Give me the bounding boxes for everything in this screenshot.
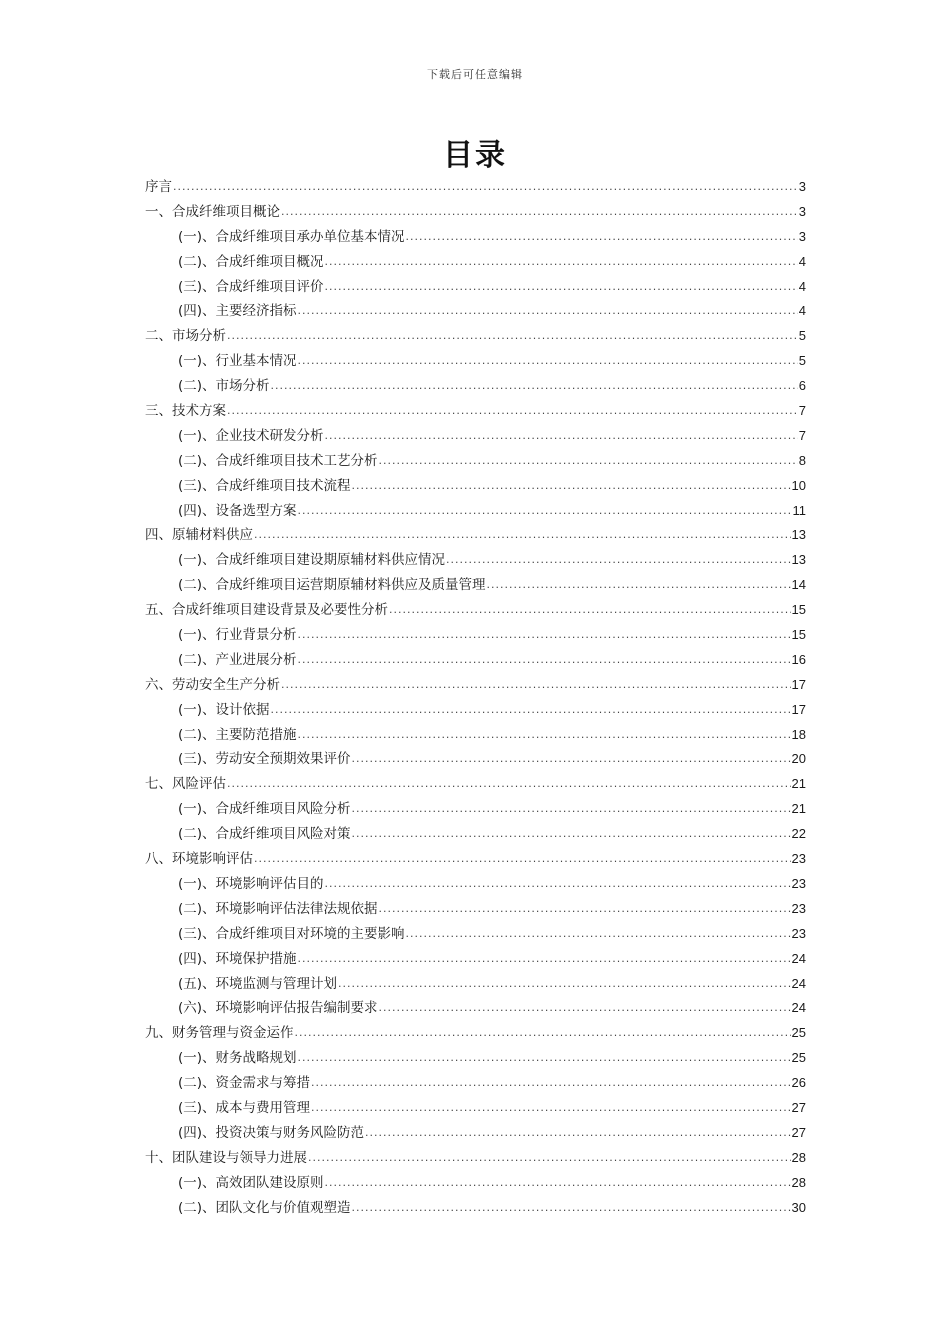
toc-dot-leader xyxy=(254,847,791,872)
toc-dot-leader xyxy=(487,573,791,598)
toc-entry-page-number: 20 xyxy=(791,751,806,767)
toc-entry-label: (四)、投资决策与财务风险防范 xyxy=(178,1124,365,1141)
toc-dot-leader xyxy=(281,200,798,225)
toc-entry-page-number: 4 xyxy=(798,303,806,319)
toc-entry-label: (二)、合成纤维项目风险对策 xyxy=(178,826,351,843)
toc-entry-label: (四)、设备选型方案 xyxy=(178,502,297,519)
toc-entry-label: 一、合成纤维项目概论 xyxy=(145,203,280,220)
toc-section-entry[interactable] xyxy=(145,897,806,922)
toc-entry-page-number: 17 xyxy=(791,676,806,692)
toc-entry-page-number: 10 xyxy=(791,477,806,493)
toc-dot-leader xyxy=(365,1121,790,1146)
toc-dot-leader xyxy=(308,1146,791,1171)
toc-dot-leader xyxy=(227,399,798,424)
toc-entry-page-number: 18 xyxy=(791,726,806,742)
toc-dot-leader xyxy=(254,523,791,548)
toc-entry-label: (三)、合成纤维项目评价 xyxy=(178,278,324,295)
toc-entry-label: 七、风险评估 xyxy=(145,776,226,793)
toc-entry-label: (一)、环境影响评估目的 xyxy=(178,875,324,892)
toc-dot-leader xyxy=(446,548,790,573)
toc-entry-label: (二)、主要防范措施 xyxy=(178,726,297,743)
toc-chapter-entry[interactable] xyxy=(145,598,806,623)
toc-entry-label: (一)、合成纤维项目风险分析 xyxy=(178,801,351,818)
toc-entry-page-number: 27 xyxy=(791,1099,806,1115)
toc-dot-leader xyxy=(379,897,791,922)
page-header-note: 下载后可任意编辑 xyxy=(427,68,523,81)
toc-section-entry[interactable] xyxy=(145,996,806,1021)
toc-entry-page-number: 28 xyxy=(791,1149,806,1165)
toc-entry-label: 六、劳动安全生产分析 xyxy=(145,676,280,693)
toc-section-entry[interactable] xyxy=(145,972,806,997)
toc-entry-page-number: 7 xyxy=(798,403,806,419)
toc-entry-page-number: 3 xyxy=(798,228,806,244)
toc-entry-label: (三)、合成纤维项目技术流程 xyxy=(178,477,351,494)
toc-section-entry[interactable] xyxy=(145,648,806,673)
toc-dot-leader xyxy=(227,324,798,349)
toc-section-entry[interactable] xyxy=(145,1096,806,1121)
toc-entry-page-number: 15 xyxy=(791,602,806,618)
toc-entry-page-number: 15 xyxy=(791,627,806,643)
toc-section-entry[interactable] xyxy=(145,474,806,499)
toc-entry-page-number: 6 xyxy=(798,378,806,394)
toc-dot-leader xyxy=(406,922,791,947)
toc-chapter-entry[interactable] xyxy=(145,523,806,548)
toc-dot-leader xyxy=(281,673,791,698)
toc-chapter-entry[interactable] xyxy=(145,399,806,424)
toc-section-entry[interactable] xyxy=(145,1046,806,1071)
toc-dot-leader xyxy=(298,648,791,673)
toc-entry-page-number: 22 xyxy=(791,826,806,842)
toc-entry-label: (一)、合成纤维项目承办单位基本情况 xyxy=(178,228,405,245)
toc-chapter-entry[interactable] xyxy=(145,200,806,225)
toc-section-entry[interactable] xyxy=(145,548,806,573)
toc-section-entry[interactable] xyxy=(145,623,806,648)
toc-entry-page-number: 16 xyxy=(791,651,806,667)
toc-entry-label: (四)、环境保护措施 xyxy=(178,950,297,967)
toc-entry-label: (一)、行业背景分析 xyxy=(178,627,297,644)
toc-section-entry[interactable] xyxy=(145,747,806,772)
toc-entry-page-number: 24 xyxy=(791,975,806,991)
toc-entry-page-number: 11 xyxy=(792,502,806,518)
toc-section-entry[interactable] xyxy=(145,349,806,374)
toc-section-entry[interactable] xyxy=(145,299,806,324)
toc-entry-label: (三)、成本与费用管理 xyxy=(178,1099,311,1116)
toc-dot-leader xyxy=(295,1021,791,1046)
toc-entry-page-number: 25 xyxy=(791,1025,806,1041)
toc-entry-page-number: 27 xyxy=(791,1124,806,1140)
toc-entry-page-number: 7 xyxy=(798,427,806,443)
toc-entry-page-number: 23 xyxy=(791,925,806,941)
toc-dot-leader xyxy=(298,349,798,374)
toc-entry-label: (二)、产业进展分析 xyxy=(178,651,297,668)
toc-entry-label: (一)、设计依据 xyxy=(178,701,270,718)
toc-dot-leader xyxy=(352,797,791,822)
toc-section-entry[interactable] xyxy=(145,872,806,897)
toc-dot-leader xyxy=(298,947,791,972)
toc-section-entry[interactable] xyxy=(145,1171,806,1196)
toc-entry-page-number: 28 xyxy=(791,1174,806,1190)
toc-entry-label: (六)、环境影响评估报告编制要求 xyxy=(178,1000,378,1017)
toc-dot-leader xyxy=(311,1096,790,1121)
toc-entry-label: (二)、市场分析 xyxy=(178,378,270,395)
toc-entry-label: (一)、高效团队建设原则 xyxy=(178,1174,324,1191)
toc-entry-label: 序言 xyxy=(145,179,172,195)
toc-entry-label: (五)、环境监测与管理计划 xyxy=(178,975,338,992)
toc-entry-label: (一)、企业技术研发分析 xyxy=(178,427,324,444)
toc-chapter-entry[interactable] xyxy=(145,673,806,698)
toc-dot-leader xyxy=(325,250,798,275)
toc-entry-page-number: 17 xyxy=(791,701,806,717)
toc-dot-leader xyxy=(298,623,791,648)
toc-chapter-entry[interactable] xyxy=(145,175,806,200)
toc-chapter-entry[interactable] xyxy=(145,1021,806,1046)
toc-section-entry[interactable] xyxy=(145,573,806,598)
toc-entry-label: (三)、合成纤维项目对环境的主要影响 xyxy=(178,925,405,942)
toc-section-entry[interactable] xyxy=(145,275,806,300)
toc-entry-page-number: 26 xyxy=(791,1075,806,1091)
toc-entry-page-number: 13 xyxy=(791,527,806,543)
toc-dot-leader xyxy=(298,723,791,748)
toc-section-entry[interactable] xyxy=(145,797,806,822)
toc-entry-label: (二)、合成纤维项目运营期原辅材料供应及质量管理 xyxy=(178,577,486,594)
toc-entry-page-number: 21 xyxy=(791,776,806,792)
toc-dot-leader xyxy=(298,299,798,324)
toc-entry-page-number: 23 xyxy=(791,875,806,891)
toc-dot-leader xyxy=(325,872,791,897)
toc-entry-page-number: 13 xyxy=(791,552,806,568)
toc-entry-label: (一)、行业基本情况 xyxy=(178,353,297,370)
toc-section-entry[interactable] xyxy=(145,449,806,474)
toc-section-entry[interactable] xyxy=(145,922,806,947)
toc-entry-label: 五、合成纤维项目建设背景及必要性分析 xyxy=(145,602,388,619)
toc-entry-page-number: 21 xyxy=(791,801,806,817)
toc-dot-leader xyxy=(338,972,790,997)
toc-chapter-entry[interactable] xyxy=(145,324,806,349)
toc-chapter-entry[interactable] xyxy=(145,772,806,797)
toc-entry-page-number: 3 xyxy=(798,203,806,219)
toc-section-entry[interactable] xyxy=(145,947,806,972)
toc-entry-label: (二)、合成纤维项目概况 xyxy=(178,253,324,270)
toc-dot-leader xyxy=(311,1071,790,1096)
toc-entry-label: (二)、合成纤维项目技术工艺分析 xyxy=(178,452,378,469)
toc-entry-page-number: 4 xyxy=(798,278,806,294)
toc-entry-page-number: 8 xyxy=(798,452,806,468)
toc-dot-leader xyxy=(352,474,791,499)
toc-entry-label: (三)、劳动安全预期效果评价 xyxy=(178,751,351,768)
toc-entry-page-number: 24 xyxy=(791,950,806,966)
toc-section-entry[interactable] xyxy=(145,1121,806,1146)
toc-dot-leader xyxy=(173,175,798,200)
toc-dot-leader xyxy=(271,698,791,723)
toc-dot-leader xyxy=(379,996,791,1021)
toc-entry-label: (二)、资金需求与筹措 xyxy=(178,1075,311,1092)
toc-entry-label: 九、财务管理与资金运作 xyxy=(145,1025,294,1042)
toc-entry-page-number: 14 xyxy=(791,577,806,593)
toc-section-entry[interactable] xyxy=(145,723,806,748)
toc-chapter-entry[interactable] xyxy=(145,847,806,872)
toc-section-entry[interactable] xyxy=(145,1071,806,1096)
toc-section-entry[interactable] xyxy=(145,424,806,449)
toc-dot-leader xyxy=(325,1171,791,1196)
toc-dot-leader xyxy=(325,275,798,300)
toc-dot-leader xyxy=(352,747,791,772)
toc-entry-page-number: 25 xyxy=(791,1050,806,1066)
toc-entry-label: 十、团队建设与领导力进展 xyxy=(145,1149,307,1166)
toc-dot-leader xyxy=(298,1046,791,1071)
toc-chapter-entry[interactable] xyxy=(145,1146,806,1171)
toc-dot-leader xyxy=(389,598,791,623)
toc-dot-leader xyxy=(379,449,798,474)
toc-dot-leader xyxy=(298,499,792,524)
toc-entry-label: 二、市场分析 xyxy=(145,328,226,345)
toc-entry-label: 三、技术方案 xyxy=(145,403,226,420)
toc-section-entry[interactable] xyxy=(145,1196,806,1221)
toc-entry-label: (二)、团队文化与价值观塑造 xyxy=(178,1199,351,1216)
toc-entry-label: (一)、财务战略规划 xyxy=(178,1050,297,1067)
toc-entry-page-number: 3 xyxy=(798,179,806,194)
toc-entry-page-number: 5 xyxy=(798,328,806,344)
toc-title: 目录 xyxy=(443,138,507,173)
toc-section-entry[interactable] xyxy=(145,698,806,723)
toc-entry-label: (四)、主要经济指标 xyxy=(178,303,297,320)
toc-section-entry[interactable] xyxy=(145,499,806,524)
table-of-contents xyxy=(145,175,806,1220)
toc-dot-leader xyxy=(271,374,798,399)
toc-dot-leader xyxy=(406,225,798,250)
toc-section-entry[interactable] xyxy=(145,225,806,250)
toc-entry-label: 四、原辅材料供应 xyxy=(145,527,253,544)
toc-dot-leader xyxy=(227,772,791,797)
toc-entry-label: (一)、合成纤维项目建设期原辅材料供应情况 xyxy=(178,552,446,569)
toc-entry-label: 八、环境影响评估 xyxy=(145,851,253,868)
toc-section-entry[interactable] xyxy=(145,374,806,399)
toc-dot-leader xyxy=(325,424,798,449)
toc-entry-page-number: 23 xyxy=(791,851,806,867)
toc-entry-page-number: 30 xyxy=(791,1199,806,1215)
toc-section-entry[interactable] xyxy=(145,822,806,847)
toc-entry-label: (二)、环境影响评估法律法规依据 xyxy=(178,900,378,917)
toc-section-entry[interactable] xyxy=(145,250,806,275)
toc-dot-leader xyxy=(352,822,791,847)
toc-entry-page-number: 24 xyxy=(791,1000,806,1016)
toc-entry-page-number: 4 xyxy=(798,253,806,269)
toc-entry-page-number: 5 xyxy=(798,353,806,369)
toc-entry-page-number: 23 xyxy=(791,900,806,916)
toc-dot-leader xyxy=(352,1196,791,1221)
